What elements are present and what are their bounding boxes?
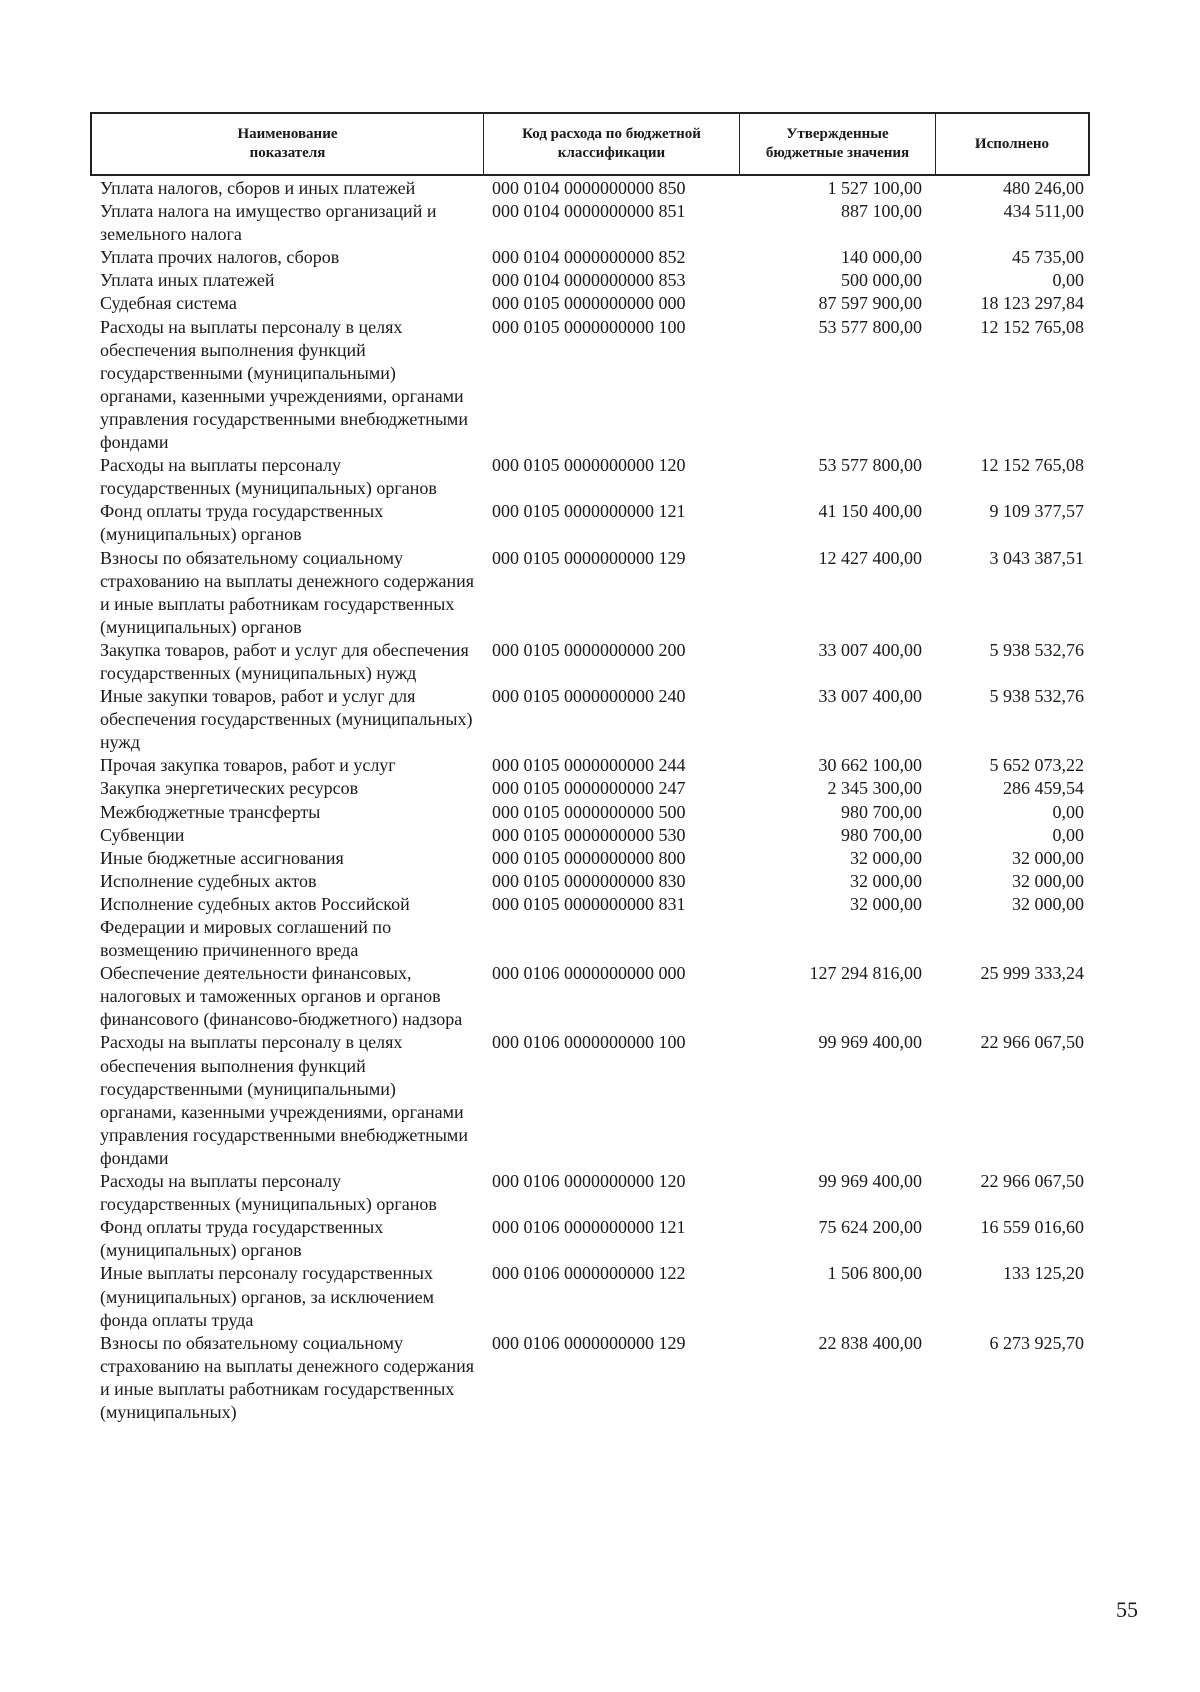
row-name: Фонд оплаты труда государственных (муниципальных) органов (100, 1217, 384, 1261)
row-name: Взносы по обязательному социальному страхованию на выплаты денежного содержания и иные выплаты работникам государственных (муниципальных) (100, 1332, 475, 1422)
row-executed: 45 735,00 (1012, 247, 1084, 268)
row-code: 000 0105 0000000000 000 (492, 293, 686, 314)
row-name: Расходы на выплаты персоналу государственных (муниципальных) органов (100, 455, 437, 499)
row-executed: 12 152 765,08 (980, 316, 1084, 337)
row-executed: 32 000,00 (1012, 847, 1084, 868)
row-approved: 32 000,00 (850, 847, 922, 868)
row-code: 000 0105 0000000000 120 (492, 455, 686, 476)
table-row (90, 1332, 1090, 1424)
row-approved: 22 838 400,00 (818, 1332, 922, 1353)
row-approved: 53 577 800,00 (818, 455, 922, 476)
row-executed: 22 966 067,50 (980, 1171, 1084, 1192)
row-name: Уплата иных платежей (100, 270, 275, 291)
row-name: Обеспечение деятельности финансовых, налоговых и таможенных органов и органов финансового (финансово-бюджетного) надзора (100, 963, 463, 1030)
table-row (90, 847, 1090, 870)
table-row (90, 1216, 1090, 1262)
table-row (90, 962, 1090, 1031)
row-name: Уплата налога на имущество организаций и земельного налога (100, 201, 437, 245)
row-executed: 3 043 387,51 (989, 547, 1084, 568)
row-executed: 6 273 925,70 (989, 1332, 1084, 1353)
row-name: Иные закупки товаров, работ и услуг для обеспечения государственных (муниципальных) нужд (100, 686, 473, 753)
row-executed: 5 652 073,22 (989, 755, 1084, 776)
row-name: Межбюджетные трансферты (100, 801, 321, 822)
row-approved: 127 294 816,00 (809, 963, 922, 984)
table-row (90, 893, 1090, 962)
table-row (90, 685, 1090, 754)
row-code: 000 0106 0000000000 120 (492, 1171, 686, 1192)
row-name: Судебная система (100, 293, 237, 314)
table-header (90, 112, 1090, 176)
table-row (90, 639, 1090, 685)
row-approved: 32 000,00 (850, 870, 922, 891)
row-name: Уплата налогов, сборов и иных платежей (100, 178, 416, 198)
row-code: 000 0105 0000000000 100 (492, 316, 686, 337)
row-code: 000 0105 0000000000 800 (492, 847, 686, 868)
row-code: 000 0104 0000000000 852 (492, 247, 686, 268)
row-code: 000 0105 0000000000 831 (492, 893, 686, 914)
row-approved: 32 000,00 (850, 893, 922, 914)
row-name: Закупка энергетических ресурсов (100, 778, 359, 799)
row-name: Фонд оплаты труда государственных (муниципальных) органов (100, 501, 384, 545)
row-executed: 0,00 (1052, 824, 1084, 845)
row-code: 000 0106 0000000000 000 (492, 963, 686, 984)
row-approved: 12 427 400,00 (818, 547, 922, 568)
row-approved: 2 345 300,00 (827, 778, 922, 799)
row-approved: 33 007 400,00 (818, 686, 922, 707)
row-executed: 0,00 (1052, 801, 1084, 822)
table-body (90, 177, 1090, 1424)
header-approved: Утвержденные бюджетные значения (740, 114, 936, 174)
row-approved: 500 000,00 (841, 270, 922, 291)
row-executed: 434 511,00 (1003, 201, 1084, 222)
table-row (90, 824, 1090, 847)
row-name: Уплата прочих налогов, сборов (100, 247, 340, 268)
row-executed: 22 966 067,50 (980, 1032, 1084, 1053)
row-code: 000 0105 0000000000 830 (492, 870, 686, 891)
row-code: 000 0106 0000000000 129 (492, 1332, 686, 1353)
row-executed: 12 152 765,08 (980, 455, 1084, 476)
row-code: 000 0105 0000000000 247 (492, 778, 686, 799)
row-approved: 980 700,00 (841, 824, 922, 845)
row-name: Исполнение судебных актов (100, 870, 317, 891)
row-executed: 5 938 532,76 (989, 686, 1084, 707)
row-executed: 9 109 377,57 (989, 501, 1084, 522)
row-code: 000 0105 0000000000 200 (492, 639, 686, 660)
table-row (90, 454, 1090, 500)
row-executed: 286 459,54 (1003, 778, 1084, 799)
row-approved: 41 150 400,00 (818, 501, 922, 522)
row-executed: 480 246,00 (1003, 178, 1084, 198)
table-row (90, 547, 1090, 639)
row-code: 000 0105 0000000000 129 (492, 547, 686, 568)
row-executed: 5 938 532,76 (989, 639, 1084, 660)
table-row (90, 269, 1090, 292)
row-executed: 16 559 016,60 (980, 1217, 1084, 1238)
row-approved: 30 662 100,00 (818, 755, 922, 776)
row-name: Взносы по обязательному социальному страхованию на выплаты денежного содержания и иные выплаты работникам государственных (муниципальных) органов (100, 547, 475, 637)
table-row (90, 200, 1090, 246)
row-code: 000 0106 0000000000 122 (492, 1263, 686, 1284)
header-executed: Исполнено (974, 135, 1050, 152)
row-approved: 75 624 200,00 (818, 1217, 922, 1238)
row-name: Расходы на выплаты персоналу в целях обеспечения выполнения функций государственными (муниципальными) органами, казенными учреждениями, органами управления государственными внебюджетными фондами (100, 316, 468, 453)
row-name: Иные бюджетные ассигнования (100, 847, 344, 868)
table-row (90, 1031, 1090, 1170)
table-row (90, 177, 1090, 200)
row-code: 000 0105 0000000000 240 (492, 686, 686, 707)
row-approved: 1 527 100,00 (827, 178, 922, 198)
row-name: Закупка товаров, работ и услуг для обеспечения государственных (муниципальных) нужд (100, 639, 469, 683)
row-code: 000 0104 0000000000 850 (492, 178, 686, 198)
row-code: 000 0105 0000000000 530 (492, 824, 686, 845)
row-code: 000 0104 0000000000 853 (492, 270, 686, 291)
row-code: 000 0105 0000000000 121 (492, 501, 686, 522)
row-code: 000 0106 0000000000 100 (492, 1032, 686, 1053)
table-row (90, 316, 1090, 455)
row-executed: 32 000,00 (1012, 870, 1084, 891)
row-executed: 32 000,00 (1012, 893, 1084, 914)
row-approved: 99 969 400,00 (818, 1171, 922, 1192)
page-number: 55 (1116, 1597, 1138, 1622)
row-approved: 980 700,00 (841, 801, 922, 822)
row-code: 000 0105 0000000000 500 (492, 801, 686, 822)
row-executed: 133 125,20 (1003, 1263, 1084, 1284)
row-approved: 140 000,00 (841, 247, 922, 268)
row-executed: 0,00 (1052, 270, 1084, 291)
table-row (90, 1262, 1090, 1331)
table-row (90, 754, 1090, 777)
table-row (90, 777, 1090, 800)
row-approved: 99 969 400,00 (818, 1032, 922, 1053)
row-executed: 25 999 333,24 (980, 963, 1084, 984)
row-approved: 1 506 800,00 (827, 1263, 922, 1284)
table-row (90, 870, 1090, 893)
table-row (90, 246, 1090, 269)
table-row (90, 500, 1090, 546)
row-name: Расходы на выплаты персоналу в целях обеспечения выполнения функций государственными (муниципальными) органами, казенными учреждениями, органами управления государственными внебюджетными фондами (100, 1032, 468, 1168)
header-name: Наименование показателя (92, 114, 484, 174)
row-approved: 53 577 800,00 (818, 316, 922, 337)
row-approved: 87 597 900,00 (818, 293, 922, 314)
row-executed: 18 123 297,84 (980, 293, 1084, 314)
table-row (90, 801, 1090, 824)
table-row (90, 292, 1090, 315)
row-approved: 887 100,00 (841, 201, 922, 222)
header-code: Код расхода по бюджетной классификации (484, 114, 740, 174)
row-name: Расходы на выплаты персоналу государственных (муниципальных) органов (100, 1171, 437, 1215)
row-name: Иные выплаты персоналу государственных (муниципальных) органов, за исключением фонда оплаты труда (100, 1263, 435, 1330)
row-code: 000 0105 0000000000 244 (492, 755, 686, 776)
row-code: 000 0106 0000000000 121 (492, 1217, 686, 1238)
row-name: Прочая закупка товаров, работ и услуг (100, 755, 396, 776)
table-row (90, 1170, 1090, 1216)
row-code: 000 0104 0000000000 851 (492, 201, 686, 222)
row-name: Субвенции (100, 824, 185, 845)
row-approved: 33 007 400,00 (818, 639, 922, 660)
row-name: Исполнение судебных актов Российской Федерации и мировых соглашений по возмещению причиненного вреда (100, 893, 410, 961)
